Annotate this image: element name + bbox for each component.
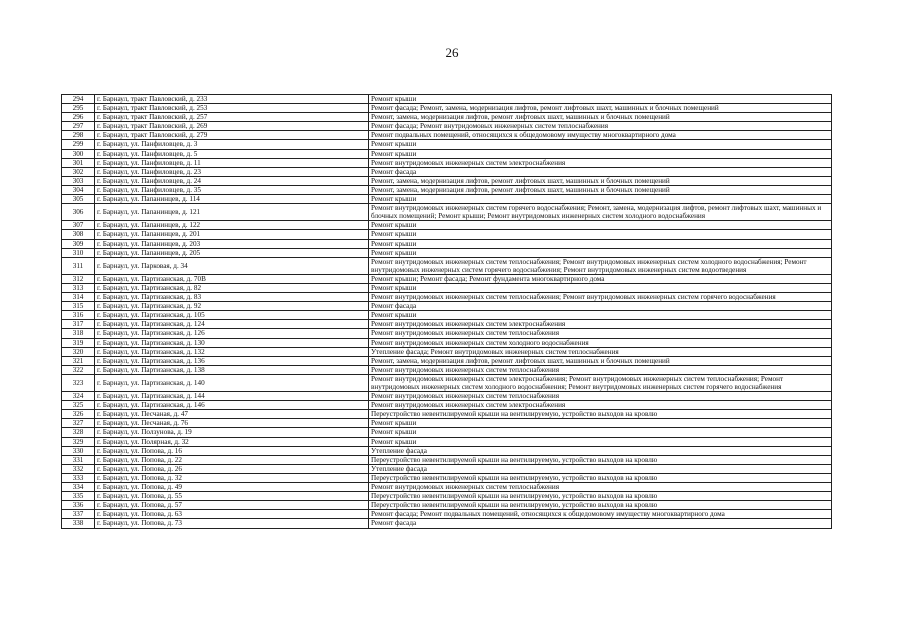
- row-number-cell: 325: [62, 401, 95, 410]
- table-row: [62, 239, 832, 248]
- address-cell: г. Барнаул, тракт Павловский, д. 253: [95, 104, 369, 113]
- work-type-cell: Ремонт внутридомовых инженерных систем теплоснабжения: [369, 392, 832, 401]
- work-type-cell: Утепление фасада: [369, 446, 832, 455]
- work-type-cell: Ремонт крыши: [369, 95, 832, 104]
- row-number-cell: 336: [62, 501, 95, 510]
- row-number-cell: 317: [62, 320, 95, 329]
- address-cell: г. Барнаул, ул. Партизанская, д. 82: [95, 283, 369, 292]
- table-row: [62, 230, 832, 239]
- row-number-cell: 338: [62, 519, 95, 528]
- work-type-cell: Ремонт крыши: [369, 437, 832, 446]
- address-cell: г. Барнаул, ул. Попова, д. 63: [95, 510, 369, 519]
- row-number-cell: 308: [62, 230, 95, 239]
- works-table: [61, 94, 832, 529]
- address-cell: г. Барнаул, ул. Ползунова, д. 19: [95, 428, 369, 437]
- table-row: [62, 365, 832, 374]
- table-row: [62, 501, 832, 510]
- address-cell: г. Барнаул, ул. Попова, д. 57: [95, 501, 369, 510]
- address-cell: г. Барнаул, ул. Парковая, д. 34: [95, 257, 369, 274]
- row-number-cell: 311: [62, 257, 95, 274]
- address-cell: г. Барнаул, ул. Попова, д. 55: [95, 492, 369, 501]
- row-number-cell: 328: [62, 428, 95, 437]
- work-type-cell: Ремонт крыши: [369, 419, 832, 428]
- table-row: [62, 519, 832, 528]
- work-type-cell: Ремонт крыши: [369, 248, 832, 257]
- work-type-cell: Ремонт крыши: [369, 311, 832, 320]
- table-row: [62, 483, 832, 492]
- row-number-cell: 309: [62, 239, 95, 248]
- row-number-cell: 329: [62, 437, 95, 446]
- row-number-cell: 330: [62, 446, 95, 455]
- work-type-cell: Ремонт внутридомовых инженерных систем теплоснабжения: [369, 329, 832, 338]
- address-cell: г. Барнаул, ул. Панфиловцев, д. 11: [95, 158, 369, 167]
- address-cell: г. Барнаул, ул. Попова, д. 16: [95, 446, 369, 455]
- row-number-cell: 332: [62, 464, 95, 473]
- work-type-cell: Ремонт внутридомовых инженерных систем холодного водоснабжения: [369, 338, 832, 347]
- row-number-cell: 314: [62, 293, 95, 302]
- table-row: [62, 347, 832, 356]
- address-cell: г. Барнаул, ул. Попова, д. 22: [95, 455, 369, 464]
- row-number-cell: 294: [62, 95, 95, 104]
- work-type-cell: Ремонт крыши: [369, 428, 832, 437]
- table-row: [62, 473, 832, 482]
- table-row: [62, 113, 832, 122]
- address-cell: г. Барнаул, ул. Партизанская, д. 92: [95, 302, 369, 311]
- address-cell: г. Барнаул, ул. Папанинцев, д. 205: [95, 248, 369, 257]
- table-row: [62, 149, 832, 158]
- table-row: [62, 410, 832, 419]
- address-cell: г. Барнаул, ул. Партизанская, д. 136: [95, 356, 369, 365]
- address-cell: г. Барнаул, ул. Партизанская, д. 105: [95, 311, 369, 320]
- table-row: [62, 455, 832, 464]
- row-number-cell: 319: [62, 338, 95, 347]
- work-type-cell: Ремонт крыши: [369, 283, 832, 292]
- row-number-cell: 323: [62, 374, 95, 391]
- table-row: [62, 311, 832, 320]
- address-cell: г. Барнаул, ул. Папанинцев, д. 201: [95, 230, 369, 239]
- table-row: [62, 167, 832, 176]
- row-number-cell: 295: [62, 104, 95, 113]
- row-number-cell: 318: [62, 329, 95, 338]
- work-type-cell: Переустройство невентилируемой крыши на вентилируемую, устройство выходов на кровлю: [369, 410, 832, 419]
- table-row: [62, 392, 832, 401]
- address-cell: г. Барнаул, тракт Павловский, д. 279: [95, 131, 369, 140]
- address-cell: г. Барнаул, ул. Партизанская, д. 126: [95, 329, 369, 338]
- table-row: [62, 158, 832, 167]
- work-type-cell: Ремонт фасада: [369, 167, 832, 176]
- row-number-cell: 320: [62, 347, 95, 356]
- row-number-cell: 333: [62, 473, 95, 482]
- address-cell: г. Барнаул, тракт Павловский, д. 269: [95, 122, 369, 131]
- work-type-cell: Переустройство невентилируемой крыши на вентилируемую, устройство выходов на кровлю: [369, 455, 832, 464]
- work-type-cell: Ремонт фасада; Ремонт подвальных помещений, относящихся к общедомовому имуществу многоквартирного дома: [369, 510, 832, 519]
- table-row: [62, 221, 832, 230]
- address-cell: г. Барнаул, ул. Попова, д. 26: [95, 464, 369, 473]
- work-type-cell: Ремонт крыши: [369, 149, 832, 158]
- work-type-cell: Ремонт фасада: [369, 519, 832, 528]
- work-type-cell: Ремонт, замена, модернизация лифтов, ремонт лифтовых шахт, машинных и блочных помещений: [369, 113, 832, 122]
- table-row: [62, 419, 832, 428]
- work-type-cell: Ремонт крыши: [369, 195, 832, 204]
- work-type-cell: Ремонт крыши: [369, 221, 832, 230]
- row-number-cell: 300: [62, 149, 95, 158]
- row-number-cell: 299: [62, 140, 95, 149]
- work-type-cell: Ремонт внутридомовых инженерных систем электроснабжения: [369, 320, 832, 329]
- row-number-cell: 322: [62, 365, 95, 374]
- table-row: [62, 140, 832, 149]
- address-cell: г. Барнаул, ул. Панфиловцев, д. 3: [95, 140, 369, 149]
- address-cell: г. Барнаул, ул. Попова, д. 32: [95, 473, 369, 482]
- table-row: [62, 204, 832, 221]
- address-cell: г. Барнаул, ул. Партизанская, д. 132: [95, 347, 369, 356]
- table-row: [62, 374, 832, 391]
- row-number-cell: 334: [62, 483, 95, 492]
- address-cell: г. Барнаул, ул. Партизанская, д. 140: [95, 374, 369, 391]
- table-row: [62, 401, 832, 410]
- address-cell: г. Барнаул, ул. Попова, д. 49: [95, 483, 369, 492]
- address-cell: г. Барнаул, ул. Панфиловцев, д. 24: [95, 176, 369, 185]
- row-number-cell: 324: [62, 392, 95, 401]
- work-type-cell: Ремонт, замена, модернизация лифтов, ремонт лифтовых шахт, машинных и блочных помещений: [369, 356, 832, 365]
- address-cell: г. Барнаул, ул. Партизанская, д. 130: [95, 338, 369, 347]
- address-cell: г. Барнаул, ул. Папанинцев, д. 122: [95, 221, 369, 230]
- table-row: [62, 185, 832, 194]
- address-cell: г. Барнаул, ул. Панфиловцев, д. 23: [95, 167, 369, 176]
- table-row: [62, 492, 832, 501]
- address-cell: г. Барнаул, ул. Полярная, д. 32: [95, 437, 369, 446]
- table-row: [62, 122, 832, 131]
- work-type-cell: Ремонт крыши: [369, 230, 832, 239]
- table-row: [62, 338, 832, 347]
- table-row: [62, 195, 832, 204]
- table-row: [62, 274, 832, 283]
- work-type-cell: Утепление фасада: [369, 464, 832, 473]
- work-type-cell: Ремонт, замена, модернизация лифтов, ремонт лифтовых шахт, машинных и блочных помещений: [369, 176, 832, 185]
- address-cell: г. Барнаул, ул. Партизанская, д. 144: [95, 392, 369, 401]
- address-cell: г. Барнаул, ул. Песчаная, д. 76: [95, 419, 369, 428]
- row-number-cell: 296: [62, 113, 95, 122]
- table-row: [62, 248, 832, 257]
- address-cell: г. Барнаул, ул. Панфиловцев, д. 35: [95, 185, 369, 194]
- work-type-cell: Ремонт внутридомовых инженерных систем теплоснабжения; Ремонт внутридомовых инженерных систем холодного водоснабжения; Ремонт внутридомовых инженерных систем горячего водоснабжения; Ремонт внутридомовых инженерных систем водоотведения: [369, 257, 832, 274]
- address-cell: г. Барнаул, ул. Партизанская, д. 146: [95, 401, 369, 410]
- table-row: [62, 446, 832, 455]
- table-row: [62, 176, 832, 185]
- address-cell: г. Барнаул, ул. Партизанская, д. 138: [95, 365, 369, 374]
- table-row: [62, 257, 832, 274]
- row-number-cell: 306: [62, 204, 95, 221]
- work-type-cell: Переустройство невентилируемой крыши на вентилируемую, устройство выходов на кровлю: [369, 501, 832, 510]
- table-row: [62, 95, 832, 104]
- address-cell: г. Барнаул, тракт Павловский, д. 257: [95, 113, 369, 122]
- address-cell: г. Барнаул, тракт Павловский, д. 233: [95, 95, 369, 104]
- row-number-cell: 304: [62, 185, 95, 194]
- row-number-cell: 321: [62, 356, 95, 365]
- row-number-cell: 310: [62, 248, 95, 257]
- work-type-cell: Ремонт крыши: [369, 239, 832, 248]
- work-type-cell: Ремонт крыши: [369, 140, 832, 149]
- table-row: [62, 464, 832, 473]
- table-row: [62, 293, 832, 302]
- row-number-cell: 316: [62, 311, 95, 320]
- work-type-cell: Ремонт внутридомовых инженерных систем теплоснабжения: [369, 483, 832, 492]
- row-number-cell: 326: [62, 410, 95, 419]
- works-table-container: [61, 94, 831, 529]
- address-cell: г. Барнаул, ул. Папанинцев, д. 203: [95, 239, 369, 248]
- table-row: [62, 356, 832, 365]
- table-row: [62, 320, 832, 329]
- row-number-cell: 315: [62, 302, 95, 311]
- work-type-cell: Ремонт внутридомовых инженерных систем теплоснабжения: [369, 365, 832, 374]
- row-number-cell: 327: [62, 419, 95, 428]
- table-row: [62, 437, 832, 446]
- row-number-cell: 301: [62, 158, 95, 167]
- work-type-cell: Переустройство невентилируемой крыши на вентилируемую, устройство выходов на кровлю: [369, 492, 832, 501]
- work-type-cell: Ремонт внутридомовых инженерных систем горячего водоснабжения; Ремонт, замена, модернизация лифтов, ремонт лифтовых шахт, машинных и блочных помещений; Ремонт крыши; Ремонт внутридомовых инженерных систем холодного водоснабжения: [369, 204, 832, 221]
- address-cell: г. Барнаул, ул. Папанинцев, д. 114: [95, 195, 369, 204]
- table-row: [62, 329, 832, 338]
- address-cell: г. Барнаул, ул. Попова, д. 73: [95, 519, 369, 528]
- table-row: [62, 302, 832, 311]
- work-type-cell: Ремонт внутридомовых инженерных систем электроснабжения; Ремонт внутридомовых инженерных систем теплоснабжения; Ремонт внутридомовых инженерных систем холодного водоснабжения; Ремонт внутридомовых инженерных систем горячего водоснабжения: [369, 374, 832, 391]
- work-type-cell: Ремонт внутридомовых инженерных систем теплоснабжения; Ремонт внутридомовых инженерных систем горячего водоснабжения: [369, 293, 832, 302]
- address-cell: г. Барнаул, ул. Песчаная, д. 47: [95, 410, 369, 419]
- work-type-cell: Утепление фасада; Ремонт внутридомовых инженерных систем теплоснабжения: [369, 347, 832, 356]
- work-type-cell: Ремонт внутридомовых инженерных систем электроснабжения: [369, 401, 832, 410]
- row-number-cell: 337: [62, 510, 95, 519]
- table-row: [62, 283, 832, 292]
- row-number-cell: 297: [62, 122, 95, 131]
- table-row: [62, 131, 832, 140]
- row-number-cell: 302: [62, 167, 95, 176]
- page-number: 26: [445, 45, 459, 60]
- table-row: [62, 510, 832, 519]
- row-number-cell: 335: [62, 492, 95, 501]
- row-number-cell: 305: [62, 195, 95, 204]
- row-number-cell: 298: [62, 131, 95, 140]
- work-type-cell: Ремонт фасада; Ремонт внутридомовых инженерных систем теплоснабжения: [369, 122, 832, 131]
- work-type-cell: Переустройство невентилируемой крыши на вентилируемую, устройство выходов на кровлю: [369, 473, 832, 482]
- work-type-cell: Ремонт крыши; Ремонт фасада; Ремонт фундамента многоквартирного дома: [369, 274, 832, 283]
- row-number-cell: 303: [62, 176, 95, 185]
- work-type-cell: Ремонт внутридомовых инженерных систем электроснабжения: [369, 158, 832, 167]
- row-number-cell: 331: [62, 455, 95, 464]
- row-number-cell: 307: [62, 221, 95, 230]
- address-cell: г. Барнаул, ул. Партизанская, д. 124: [95, 320, 369, 329]
- address-cell: г. Барнаул, ул. Папанинцев, д. 121: [95, 204, 369, 221]
- address-cell: г. Барнаул, ул. Панфиловцев, д. 5: [95, 149, 369, 158]
- table-row: [62, 428, 832, 437]
- works-table-body: [62, 95, 832, 529]
- row-number-cell: 313: [62, 283, 95, 292]
- table-row: [62, 104, 832, 113]
- row-number-cell: 312: [62, 274, 95, 283]
- address-cell: г. Барнаул, ул. Партизанская, д. 83: [95, 293, 369, 302]
- work-type-cell: Ремонт, замена, модернизация лифтов, ремонт лифтовых шахт, машинных и блочных помещений: [369, 185, 832, 194]
- work-type-cell: Ремонт фасада: [369, 302, 832, 311]
- address-cell: г. Барнаул, ул. Партизанская, д. 70В: [95, 274, 369, 283]
- work-type-cell: Ремонт фасада; Ремонт, замена, модернизация лифтов, ремонт лифтовых шахт, машинных и блочных помещений: [369, 104, 832, 113]
- work-type-cell: Ремонт подвальных помещений, относящихся к общедомовому имуществу многоквартирного дома: [369, 131, 832, 140]
